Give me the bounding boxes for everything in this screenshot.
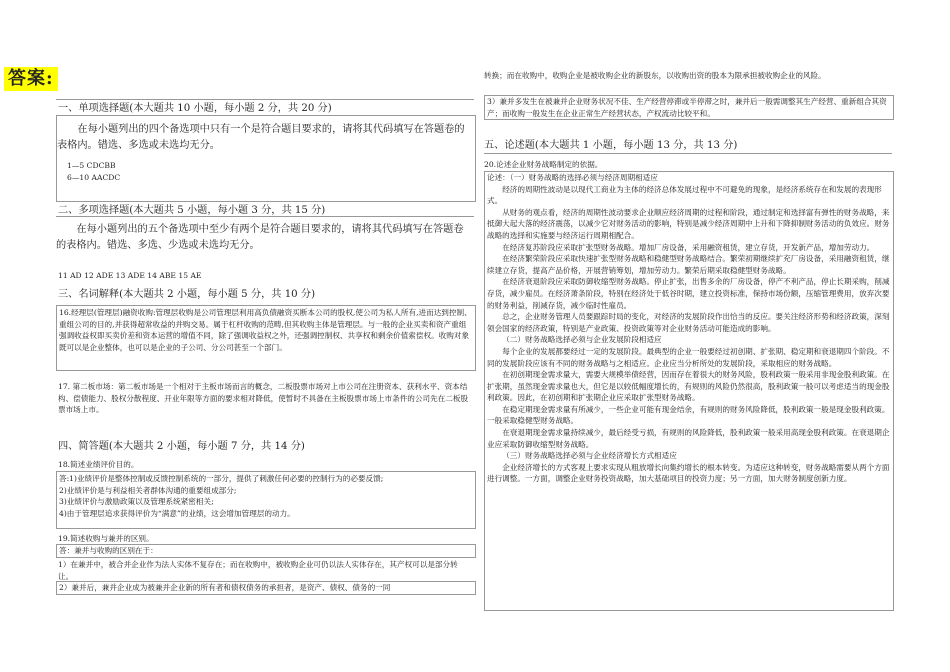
essay-paragraph: 每个企业的发展都要经过一定的发展阶段。最典型的企业一般要经过初创期、扩张期、稳定期和衰退期四个阶段。不同的发展阶段应该有不同的财务战略与之相适应。企业应当分析所处的发展阶段，采取相应的财务战略。 <box>487 346 890 368</box>
question-19-intro-box <box>56 544 476 558</box>
essay-paragraph: 在初创期现金需求量大，需要大规模举债经营，因而存在着很大的财务风险，股利政策一般采用非现金股利政策。在扩张期，虽然现金需求量也大，但它是以较低幅度增长的，有规则的风险仍然很高，股利政策一般可以考虑适当的现金股利政策。因此，在初创期和扩张期企业应采取扩张型财务战略。 <box>487 370 890 403</box>
question-18-answer-1: 答:1)业绩评价是整体控制或反馈控制系统的一部分，提供了刺激任何必要的控制行为的必要反馈; <box>59 474 384 483</box>
answer-19-continuation: 转换；而在收购中，收购企业是被收购企业的新股东，以收购出资的股本为限承担被收购企业的风险。 <box>484 71 826 80</box>
divider <box>484 153 892 154</box>
divider <box>56 99 474 100</box>
essay-paragraph: 总之，企业财务管理人员要跟踪时局的变化，对经济的发展阶段作出恰当的反应。要关注经济形势和经济政策，深刻领会国家的经济政策，特别是产业政策、投资政策等对企业财务活动可能造成的影响。 <box>487 312 890 333</box>
section-3-heading: 三、名词解释(本大题共 2 小题，每小题 5 分，共 10 分) <box>58 289 316 300</box>
question-16-text: 16.经理层(管理层)融资收购:管理层收购是公司管理层利用高负债融资买断本公司的股权,使公司为私人所有,进而达到控制、重组公司的目的,并获得超常收益的并购交易。属于杠杆收购的范畴,但其收购主体是管理层。与一般的企业买卖和资产重组强调收益权即买卖价差和资本运营的增值不同，除了强调收益权之外，还强调控制权、共享权和剩余价值索偿权。收购对象既可以是企业整体，也可以是企业的子公司、分公司甚至一个部门。 <box>59 308 472 352</box>
essay-paragraph: 在衰退期现金需求量持续减少，最后经受亏损，有规则的风险降低，股利政策一般采用高现金股利政策。在衰退期企业应采取防御收缩型财务战略。 <box>487 428 890 449</box>
section-1-answers-1: 1—5 CDCBB <box>67 161 116 170</box>
section-1-heading: 一、单项选择题(本大题共 10 小题，每小题 2 分，共 20 分) <box>58 103 332 114</box>
question-19-answer-2-box <box>56 581 476 595</box>
question-18-answer-2: 2)业绩评价是与利益相关者群体沟通的重要组成部分; <box>59 485 237 495</box>
question-18-answer-4: 4)由于管理层追求获得评价为“满意”的业绩，这会增加管理层的动力。 <box>59 508 295 518</box>
section-1-instruction: 在每小题列出的四个备选项中只有一个是符合题目要求的，请将其代码填写在答题卷的表格内。错选、多选或未选均无分。 <box>57 124 465 151</box>
essay-paragraph: 在稳定期现金需求量有所减少，一些企业可能有现金结余，有规则的财务风险降低，股利政策一般是现金股利政策。一般采取稳健型财务战略。 <box>487 404 890 426</box>
question-18-answer-box <box>56 471 476 529</box>
essay-subheading: （二）财务战略选择必须与企业发展阶段相适应 <box>502 335 662 345</box>
question-19-answer-1: 1）在兼并中，被合并企业作为法人实体不复存在；而在收购中，被收购企业可仍以法人实体存在，其产权可以是部分转让。 <box>58 560 458 581</box>
section-5-heading: 五、论述题(本大题共 1 小题，每小题 13 分，共 13 分) <box>484 140 738 151</box>
essay-paragraph: 在经济复苏阶段应采取扩张型财务战略。增加厂房设备，采用融资租赁，建立存货，开发新产品，增加劳动力。 <box>502 242 875 252</box>
question-20-answer-box <box>484 171 894 611</box>
essay-paragraph: 企业经济增长的方式客观上要求实现从粗放增长向集约增长的根本转变。为适应这种转变，财务战略需要从两个方面进行调整。一方面，调整企业财务投资战略，加大基础项目的投资力度；另一方面，加大财务制度创新力度。 <box>487 462 890 484</box>
section-2-instruction: 在每小题列出的五个备选项中至少有两个是符合题目要求的，请将其代码填写在答题卷的表格内。错选、多选、少选或未选均无分。 <box>56 224 464 251</box>
answer-19-point-3-box <box>484 95 894 120</box>
question-18: 18.简述业绩评价目的。 <box>58 460 139 469</box>
question-19: 19.简述收购与兼并的区别。 <box>58 534 154 543</box>
question-20: 20.论述企业财务战略制定的依据。 <box>484 160 603 169</box>
question-18-answer-3: 3)业绩评价与激励政策以及管理系统紧密相关; <box>59 497 214 507</box>
question-16-box <box>56 305 476 371</box>
answer-19-point-3: 3）兼并多发生在被兼并企业财务状况不佳、生产经营停滞或半停滞之时，兼并后一般需调整其生产经营、重新组合其资产；而收购一般发生在企业正常生产经营状态，产权流动比较平和。 <box>487 97 887 118</box>
essay-paragraph: 从财务的观点看，经济的周期性波动要求企业顺应经济周期的过程和阶段，通过制定和选择富有弹性的财务战略，来抵御大起大落的经济震荡，以减少它对财务活动的影响，特别是减少经济周期中上升和下降抑制财务活动的负效应。财务战略的选择和实施要与经济运行周期相配合。 <box>487 207 890 240</box>
essay-paragraph: 经济的周期性波动是以现代工商业为主体的经济总体发展过程中不可避免的现象，是经济系统存在和发展的表现形式。 <box>487 184 882 206</box>
question-17-text: 17. 第二板市场：第二板市场是一个相对于主板市场而言的概念，二板股票市场对上市公司在注册资本、获利水平、资本结构、偿债能力、股权分散程度、开业年限等方面的要求相对降低，使暂时不具备在主板股票市场上市条件的公司先在二板股票市场上市。 <box>58 382 469 415</box>
divider <box>56 216 474 217</box>
answer-title: 答案: <box>4 67 58 91</box>
essay-paragraph: 在经济繁荣阶段应采取快速扩张型财务战略和稳健型财务战略结合。繁荣初期继续扩充厂房设备，采用融资租赁，继续建立存货，提高产品价格，开展营销筹划，增加劳动力。繁荣后期采取稳健型财务战略。 <box>487 254 890 275</box>
section-1-box <box>56 115 476 202</box>
question-19-answer-2: 2）兼并后，兼并企业成为被兼并企业新的所有者和债权债务的承担者，是资产、债权、债务的一同 <box>59 583 391 592</box>
section-2-answers: 11 AD 12 ADE 13 ADE 14 ABE 15 AE <box>58 271 202 280</box>
section-4-heading: 四、简答题(本大题共 2 小题，每小题 7 分，共 14 分) <box>58 441 305 452</box>
essay-intro: 论述：（一）财务战略的选择必须与经济周期相适应 <box>487 173 658 182</box>
section-2-heading: 二、多项选择题(本大题共 5 小题，每小题 3 分，共 15 分) <box>58 205 326 216</box>
essay-paragraph: 在经济衰退阶段应采取防御收缩型财务战略。停止扩张，出售多余的厂房设备，停产不利产品，停止长期采购，削减存货，减少雇员。在经济萧条阶段，特别在经济处于低谷时期，建立投资标准，保持市场份额，压缩管理费用，放弃次要的财务利益，削减存货，减少临时性雇员。 <box>487 277 890 310</box>
section-1-answers-2: 6—10 AACDC <box>67 172 121 182</box>
question-19-intro: 答：兼并与收购的区别在于： <box>59 546 158 555</box>
essay-subheading: （三）财务战略选择必须与企业经济增长方式相适应 <box>502 451 677 461</box>
